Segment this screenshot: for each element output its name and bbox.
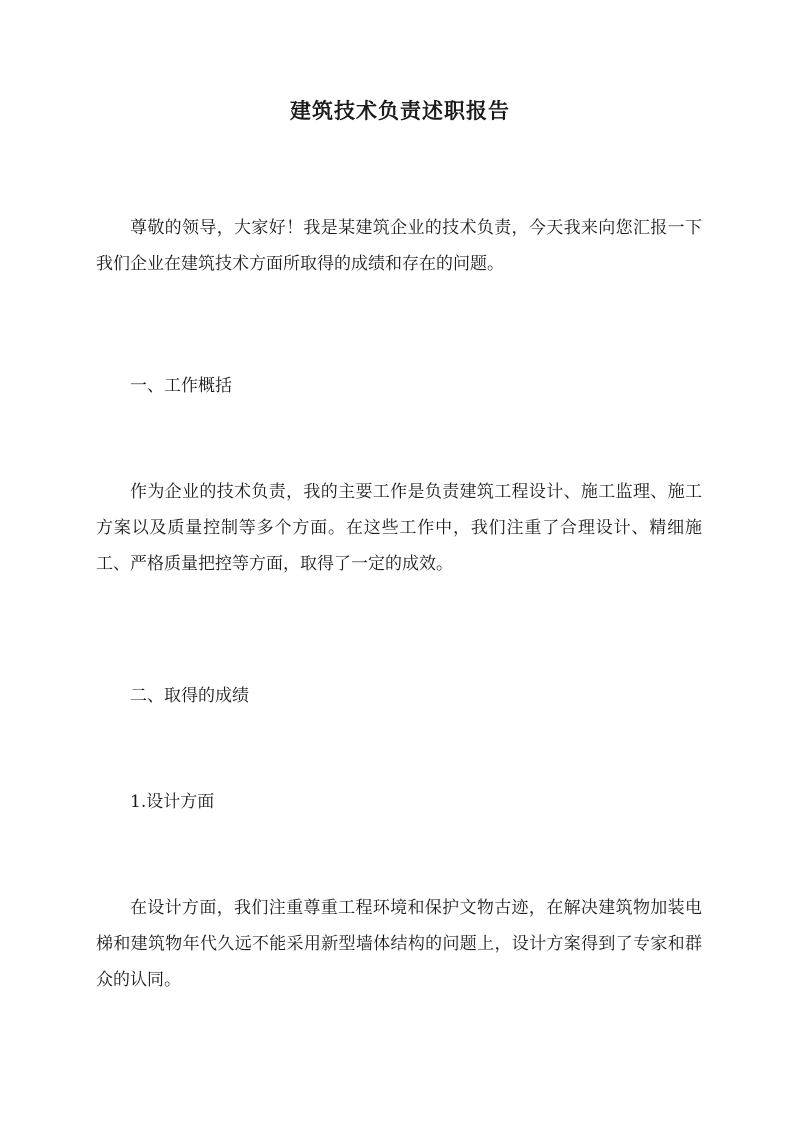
- section-heading-work-overview: 一、工作概括: [130, 376, 232, 396]
- subsection-heading-design: 1.设计方面: [130, 792, 215, 812]
- design-paragraph: 在设计方面，我们注重尊重工程环境和保护文物古迹，在解决建筑物加装电梯和建筑物年代久远不能采用新型墙体结构的问题上，设计方案得到了专家和群众的认同。: [96, 898, 702, 990]
- section-heading-achievements: 二、取得的成绩: [130, 686, 249, 706]
- work-overview-paragraph: 作为企业的技术负责，我的主要工作是负责建筑工程设计、施工监理、施工方案以及质量控制等多个方面。在这些工作中，我们注重了合理设计、精细施工、严格质量把控等方面，取得了一定的成效。: [96, 482, 702, 574]
- document-title: 建筑技术负责述职报告: [290, 98, 510, 123]
- intro-paragraph: 尊敬的领导，大家好！我是某建筑企业的技术负责，今天我来向您汇报一下我们企业在建筑技术方面所取得的成绩和存在的问题。: [96, 218, 702, 274]
